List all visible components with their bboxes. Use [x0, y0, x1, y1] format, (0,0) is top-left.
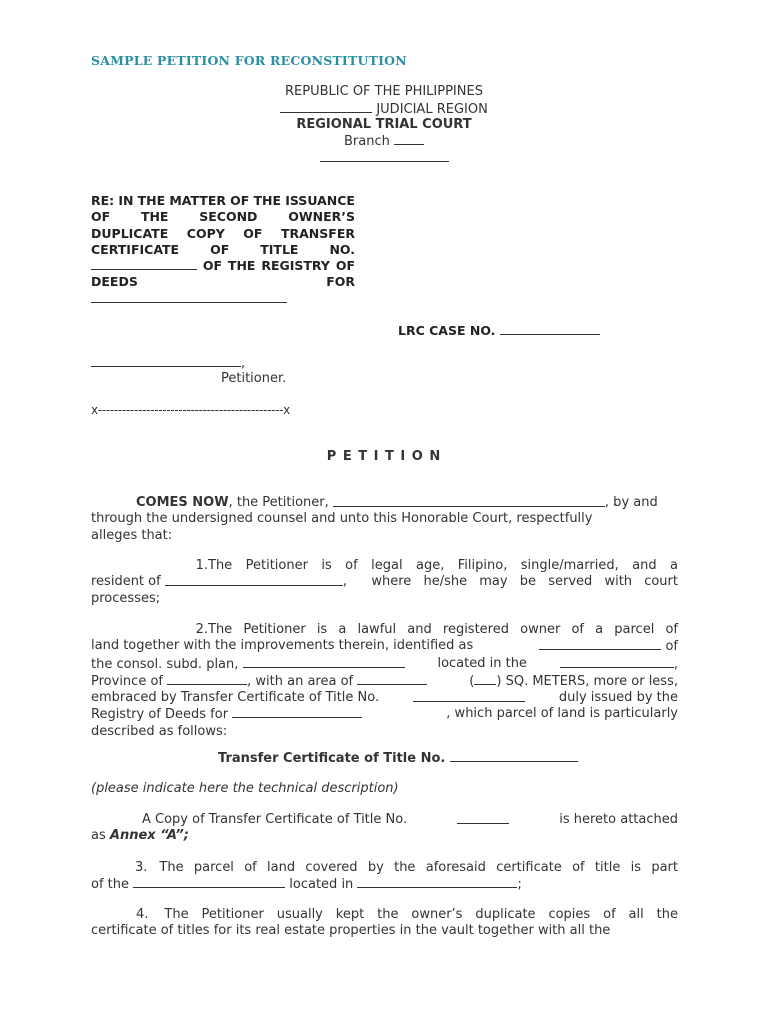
petitioner-name-line: ,	[91, 355, 245, 371]
tct-label: Transfer Certificate of Title No.	[218, 751, 446, 766]
branch-line	[0, 133, 768, 149]
case-caption	[91, 193, 355, 303]
caption-line-2: OF THE SECOND OWNER’S	[91, 209, 355, 225]
blank	[91, 258, 197, 270]
petition-heading: P E T I T I O N	[326, 449, 442, 464]
blank	[167, 673, 247, 685]
blank	[457, 812, 509, 824]
intro-paragraph: COMES NOW , the Petitioner, , by and through the undersigned counsel and unto this Honorable Court, respectfully alleges that:	[91, 495, 658, 543]
blank	[450, 750, 578, 762]
blank	[243, 656, 405, 668]
blank	[539, 638, 661, 650]
technical-description-note: (please indicate here the technical description)	[91, 781, 399, 796]
court-heading: REGIONAL TRIAL COURT	[296, 117, 472, 132]
blank	[560, 656, 674, 668]
blank	[280, 101, 372, 113]
annex-label: Annex “A”;	[109, 828, 189, 844]
blank	[232, 706, 362, 718]
signature-blank	[320, 150, 449, 162]
blank	[474, 673, 496, 685]
caption-line-6: DEEDS FOR	[91, 274, 355, 290]
caption-line-5: OF THE REGISTRY OF	[91, 258, 355, 274]
paragraph-2: 2. The Petitioner is a lawful and registered owner of a parcel of land together with the improvements therein, identified as of the consol. subd. plan, located in the , Province of , with an area of ( ) SQ. METERS, more or less, embraced by Transfer Certificate of Title No. duly issued by the Registry of Deeds for , which parcel of land is particularly described as follows:	[91, 622, 678, 739]
blank	[165, 574, 343, 586]
petitioner-label: Petitioner.	[221, 371, 287, 386]
lrc-case-no	[398, 323, 600, 338]
caption-separator: x----------------------------------------------x	[91, 403, 290, 417]
paragraph-4: 4. The Petitioner usually kept the owner’s duplicate copies of all the certificate of titles for its real estate properties in the vault together with all the	[91, 907, 678, 939]
caption-line-3: DUPLICATE COPY OF TRANSFER	[91, 225, 355, 241]
branch-label: Branch	[344, 134, 390, 149]
paragraph-3: 3. The parcel of land covered by the aforesaid certificate of title is part of the located in ;	[91, 860, 678, 893]
blank	[413, 690, 525, 702]
paragraph-1: 1. The Petitioner is of legal age, Filipino, single/married, and a resident of , where he/she may be served with court processes;	[91, 558, 678, 606]
tct-line	[218, 750, 578, 766]
caption-line-7	[91, 291, 355, 303]
document-title: SAMPLE PETITION FOR RECONSTITUTION	[91, 53, 407, 68]
lrc-case-label: LRC CASE NO.	[398, 323, 496, 338]
blank	[333, 495, 605, 507]
caption-line-4: CERTIFICATE OF TITLE NO.	[91, 241, 355, 257]
blank	[500, 323, 600, 335]
annex-paragraph: A Copy of Transfer Certificate of Title No. is hereto attached as Annex “A”;	[91, 812, 678, 844]
caption-line-1: RE: IN THE MATTER OF THE ISSUANCE	[91, 193, 355, 208]
blank	[357, 876, 517, 888]
blank	[91, 291, 287, 303]
blank	[91, 355, 241, 367]
judicial-region-label: JUDICIAL REGION	[376, 102, 488, 117]
blank	[133, 876, 285, 888]
blank	[394, 133, 424, 145]
republic-heading: REPUBLIC OF THE PHILIPPINES	[285, 84, 483, 99]
blank	[357, 673, 427, 685]
judicial-region-line	[0, 101, 768, 117]
